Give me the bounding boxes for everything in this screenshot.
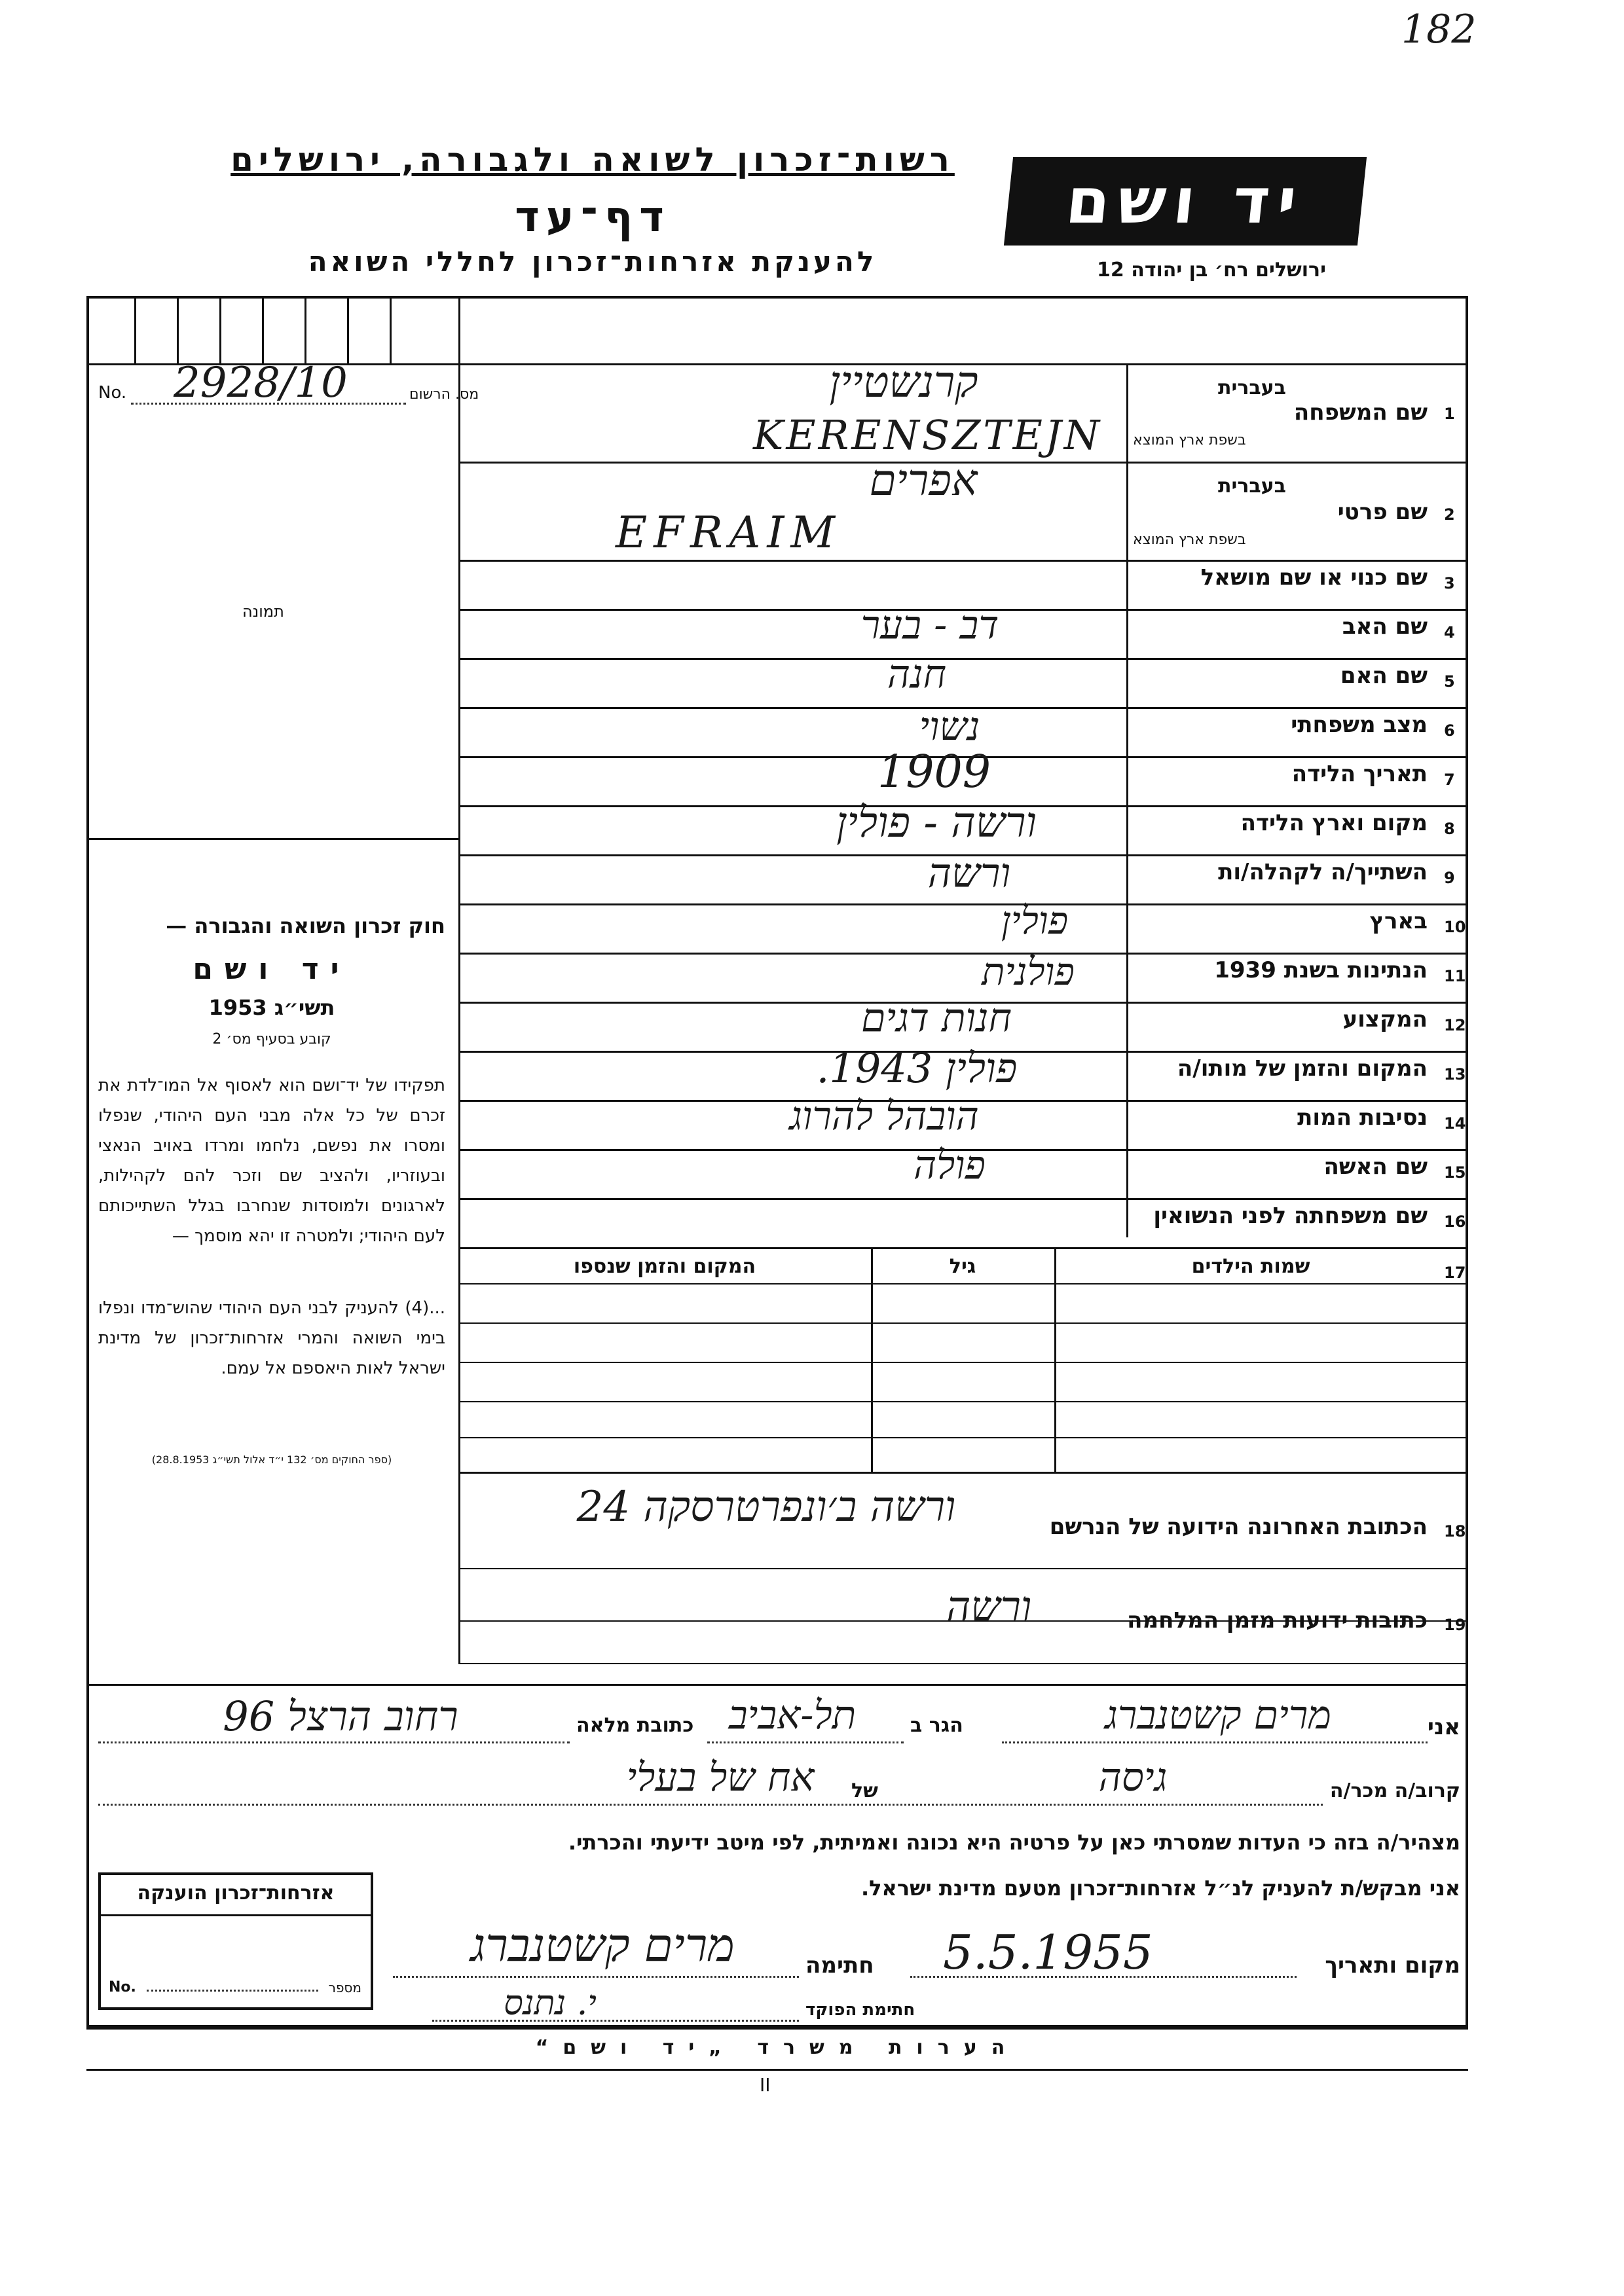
children-header-names: שמות הילדים [1191, 1255, 1310, 1278]
declarant-name: מרים קשטנברג [1105, 1692, 1331, 1738]
signature-label: חתימה [805, 1952, 874, 1978]
field-label-wife-name: שם האשה [1323, 1154, 1428, 1180]
field-sub-origin: בשפת ארץ המוצא [1133, 432, 1246, 448]
field-number: 14 [1444, 1114, 1466, 1133]
value-country: פולין [1001, 898, 1069, 943]
field-number: 10 [1444, 918, 1466, 936]
value-last-address: ורשה ב׳ונפרטרסקה 24 [576, 1483, 956, 1531]
field-number: 19 [1444, 1616, 1466, 1634]
declarant-of-label: של [851, 1779, 878, 1802]
law-heading: חוק זכרון השואה והגבורה — [166, 913, 445, 938]
logo-text: יד ושם [1062, 164, 1308, 238]
photo-label: תמונה [242, 602, 284, 621]
field-label-surname: שם המשפחה [1293, 399, 1428, 426]
field-number: 16 [1444, 1212, 1466, 1231]
field-label-last-address: הכתובת האחרונה הידועה של הנרשם [1049, 1514, 1428, 1540]
reg-no-value: 2928/10 [174, 359, 348, 407]
archive-number: 182 [1401, 7, 1477, 52]
value-first-name-hebrew: אפרים [869, 455, 978, 505]
field-number: 12 [1444, 1016, 1466, 1034]
field-sub-hebrew: בעברית [1218, 376, 1286, 399]
form-title: דף־עד [515, 193, 671, 242]
field-label-profession: המקצוע [1342, 1006, 1428, 1032]
field-label-death-circumstances: נסיבות המות [1297, 1104, 1428, 1131]
authority-title: רשות־זכרון לשואה ולגבורה, ירושלים [231, 141, 955, 179]
value-citizenship-1939: פולנית [982, 949, 1075, 994]
value-surname-hebrew: קרנשטיין [829, 357, 978, 407]
value-death-circumstances: הובהל להרוג [789, 1093, 979, 1139]
field-number: 4 [1444, 623, 1455, 642]
field-label-nickname: שם כנוי או שם מושאל [1200, 564, 1428, 591]
field-number: 11 [1444, 967, 1466, 985]
value-community: ורשה [927, 849, 1011, 897]
children-header-age: גיל [949, 1255, 976, 1278]
declarant-full-address-label: כתובת מלאה [576, 1714, 694, 1737]
field-number: 2 [1444, 505, 1455, 524]
law-clause: קובע בסעיף מס׳ 2 [212, 1031, 331, 1048]
citizenship-box [98, 1872, 373, 2010]
value-birth-date: 1909 [877, 746, 991, 798]
field-number: 5 [1444, 672, 1455, 691]
law-name: יד ושם [193, 953, 351, 986]
field-label-father: שם האב [1342, 613, 1428, 640]
field-number: 6 [1444, 721, 1455, 740]
declaration-text: מצהיר/ה בזה כי העדות שמסרתי כאן על פרטיה היא נכונה ואמיתית, לפי מיטב ידיעתי והכרתי. [568, 1830, 1460, 1855]
request-text: אני מבקש/ת להעניק לנ״ל אזרחות־זכרון מטעם מדינת ישראל. [861, 1876, 1460, 1901]
field-number: 18 [1444, 1522, 1466, 1540]
value-birth-place: ורשה - פולין [836, 799, 1037, 847]
value-father: דב - בער [860, 602, 999, 648]
reg-no-label-he: מס. הרשום [409, 386, 479, 403]
field-label-war-addresses: כתובות ידועות מזמן המלחמה [1127, 1607, 1428, 1633]
field-label-birth-place: מקום וארץ הלידה [1240, 810, 1428, 836]
address-line: ירושלים רח׳ בן יהודה 12 [1097, 259, 1326, 282]
citizenship-no-label-he: מספר [328, 1980, 361, 1995]
field-number: 9 [1444, 869, 1455, 887]
field-label-wife-maiden-name: שם משפחתה לפני הנשואין [1153, 1203, 1428, 1229]
value-marital-status: נשוי [919, 704, 980, 750]
value-mother: חנה [887, 651, 947, 697]
field-label-death-place-time: המקום והזמן של מותו/ה [1177, 1055, 1428, 1082]
yad-vashem-logo [1004, 157, 1367, 246]
field-sub-hebrew: בעברית [1218, 475, 1286, 498]
citizenship-no-label: No. [109, 1979, 136, 1995]
office-notes-label: הערות משרד „יד ושם“ [535, 2036, 1020, 2059]
value-profession: חנות דגים [861, 995, 1012, 1041]
field-label-first-name: שם פרטי [1337, 499, 1428, 525]
field-label-country: בארץ [1369, 908, 1428, 934]
law-year: תשי״ג 1953 [208, 995, 335, 1020]
declarant-relative-label: קרוב/ה מכר/ה [1329, 1779, 1460, 1802]
field-label-community: השתייך/ה לקהלה/ות [1218, 859, 1428, 885]
form-subtitle: להענקת אזרחות־זכרון לחללי השואה [308, 246, 877, 278]
law-paragraph-2: ...(4) להעניק לבני העם היהודי שהוש־מדו ונפלו בימי השואה והמרי אזרחות־זכרון של מדינת ישראל לאות היאספם אל עמם. [98, 1298, 445, 1378]
law-paragraph: תפקידו של יד־ושם הוא לאסוף אל המו־לדת את זכרם של כל אלה מבני העם היהודי, שנפלו ומסרו את נפשם, נלחמו ומרדו באויב הנאצי ובעוזריו, ולהציב שם וזכר להם לקהילות, לארגונים ולמוסדות שנחרבו בגלל השתייכותם לעם היהודי; ולמטרה זו יהא מוסמך — [98, 1076, 445, 1246]
field-label-mother: שם האם [1340, 663, 1428, 689]
field-number: 13 [1444, 1065, 1466, 1084]
page-mark: II [760, 2074, 771, 2096]
field-number: 8 [1444, 820, 1455, 838]
field-number: 7 [1444, 771, 1455, 789]
field-number: 1 [1444, 405, 1455, 423]
officer-signature: י. נתנס [504, 1984, 597, 2023]
field-number: 17 [1444, 1264, 1466, 1282]
children-header-place-time: המקום והזמן שנספו [573, 1255, 756, 1278]
field-label-birth-date: תאריך הלידה [1291, 761, 1428, 787]
field-label-citizenship-1939: הנתינות בשנת 1939 [1214, 957, 1428, 983]
declarant-ani: אני [1427, 1714, 1460, 1740]
field-sub-origin: בשפת ארץ המוצא [1133, 532, 1246, 548]
value-first-name-latin: EFRAIM [616, 507, 841, 558]
declarant-relation: גיסה [1098, 1755, 1168, 1800]
field-label-marital-status: מצב משפחתי [1291, 712, 1428, 738]
law-citation: (ספר החוקים מס׳ 132 י״ד אלול תשי״ג 28.8.1953) [151, 1453, 392, 1466]
declarant-signature: מרים קשטנברג [470, 1918, 735, 1972]
value-wife-name: פולה [913, 1142, 986, 1188]
field-number: 15 [1444, 1163, 1466, 1182]
value-death-place-time: פולין 1943. [816, 1044, 1018, 1092]
value-war-addresses: ורשה [946, 1583, 1032, 1631]
declarant-city: תל-אביב [728, 1692, 857, 1738]
declarant-residing-label: הגר ב [910, 1714, 963, 1737]
officer-signature-label: חתימת הפוקד [805, 2000, 915, 2020]
declarant-full-address: רחוב הרצל 96 [223, 1692, 458, 1740]
place-date-label: מקום ותאריך [1325, 1952, 1460, 1978]
place-date-value: 5.5.1955 [943, 1925, 1153, 1980]
declarant-relation-detail: אח של בעלי [626, 1755, 815, 1800]
field-number: 3 [1444, 574, 1455, 592]
citizenship-box-title: אזרחות־זכרון הוענקה [137, 1882, 335, 1904]
value-surname-latin: KERENSZTEJN [753, 411, 1103, 459]
reg-no-label: No. [98, 383, 127, 403]
